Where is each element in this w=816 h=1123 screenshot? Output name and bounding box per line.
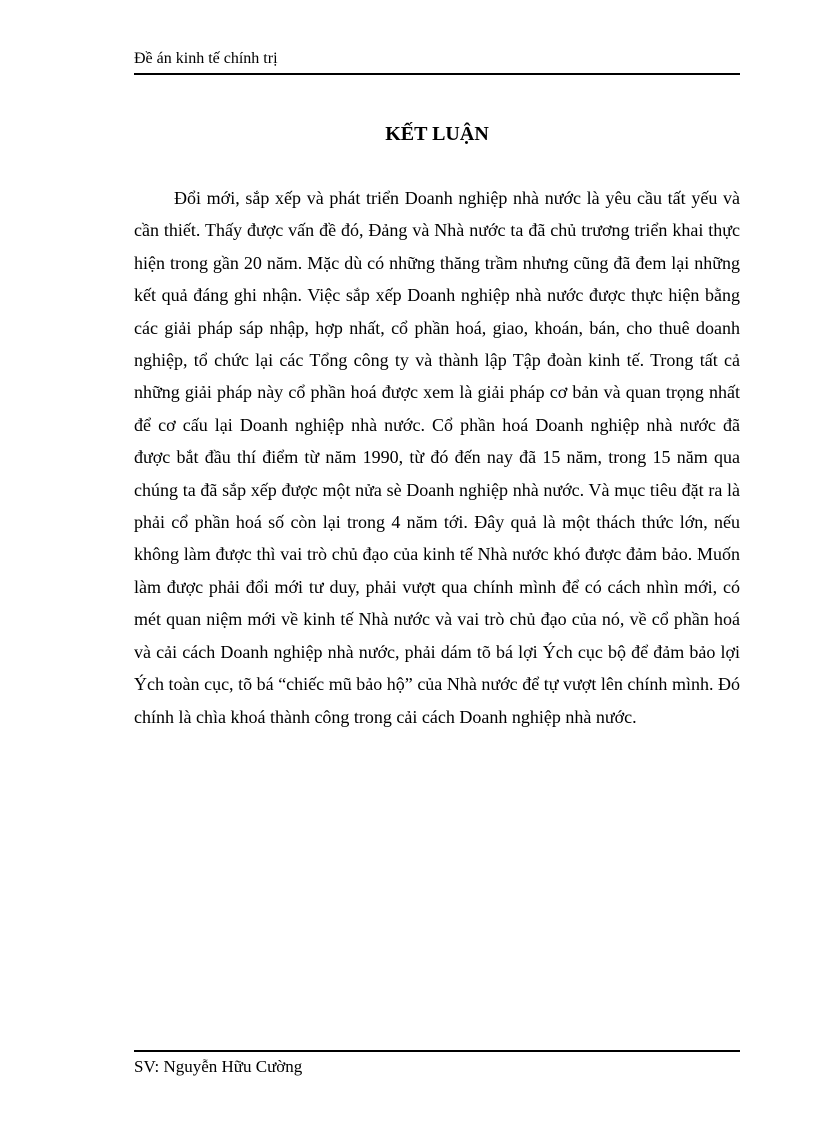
footer-author: SV: Nguyễn Hữu Cường [134, 1057, 303, 1076]
page-title: KẾT LUẬN [385, 123, 489, 145]
conclusion-paragraph: Đổi mới, sắp xếp và phát triển Doanh nghiệp nhà nước là yêu cầu tất yếu và cần thiết. Thấy được vấn đề đó, Đảng và Nhà nước ta đã chủ trương triển khai thực hiện trong gần 20 năm. Mặc dù có những thăng trầm nhưng cũng đã đem lại những kết quả đáng ghi nhận. Việc sắp xếp Doanh nghiệp nhà nước được thực hiện bằng các giải pháp sáp nhập, hợp nhất, cổ phần hoá, giao, khoán, bán, cho thuê doanh nghiệp, tổ chức lại các Tổng công ty và thành lập Tập đoàn kinh tế. Trong tất cả những giải pháp này cổ phần hoá được xem là giải pháp cơ bản và quan trọng nhất để cơ cấu lại Doanh nghiệp nhà nước. Cổ phần hoá Doanh nghiệp nhà nước đã được bắt đầu thí điểm từ năm 1990, từ đó đến nay đã 15 năm, trong 15 năm qua chúng ta đã sắp xếp được một nửa sè Doanh nghiệp nhà nước. Và mục tiêu đặt ra là phải cổ phần hoá số còn lại trong 4 năm tới. Đây quả là một thách thức lớn, nếu không làm được thì vai trò chủ đạo của kinh tế Nhà nước khó được đảm bảo. Muốn làm được phải đổi mới tư duy, phải vượt qua chính mình để có cách nhìn mới, có mét quan niệm mới về kinh tế Nhà nước và vai trò chủ đạo của nó, về cổ phần hoá và cải cách Doanh nghiệp nhà nước, phải dám tõ bá lợi Ých cục bộ để đảm bảo lợi Ých toàn cục, tõ bá “chiếc mũ bảo hộ” của Nhà nước để tự vượt lên chính mình. Đó chính là chìa khoá thành công trong cải cách Doanh nghiệp nhà nước. [134, 188, 740, 727]
header-title: Đề án kinh tế chính trị [134, 50, 278, 67]
page-footer [134, 1050, 740, 1082]
page-header [134, 47, 740, 75]
